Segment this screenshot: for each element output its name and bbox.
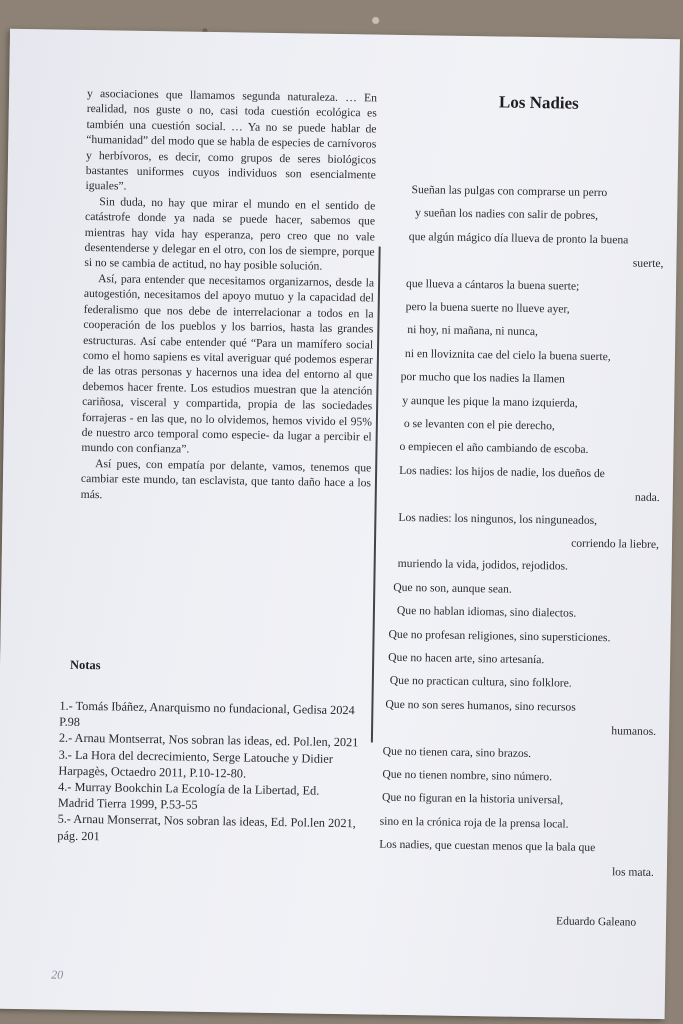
poem-line: nada. (634, 490, 660, 505)
poem-line: Que no tienen nombre, sino número. (382, 767, 553, 784)
poem-line: pero la buena suerte no llueve ayer, (405, 299, 570, 316)
left-column-text (81, 86, 377, 506)
poem-line: Que no tienen cara, sino brazos. (382, 744, 532, 760)
poem-line: Que no practican cultura, sino folklore. (389, 674, 572, 691)
poem-line: que algún mágico día llueva de pronto la buena (408, 229, 629, 247)
poem-body (379, 183, 665, 879)
poem-line: ni hoy, ni mañana, ni nunca, (407, 323, 539, 339)
poem-line: humanos. (611, 724, 657, 739)
poem-line: los mata. (611, 864, 654, 879)
poem-title: Los Nadies (498, 92, 579, 113)
poem-author: Eduardo Galeano (555, 915, 637, 929)
poem-line: Los nadies: los ningunos, los ninguneados, (398, 510, 598, 527)
poem-line: Los nadies: los hijos de nadie, los dueños de (399, 463, 605, 480)
poem-line: y aunque les pique la mano izquierda, (402, 393, 578, 410)
page-sheet (0, 29, 680, 1019)
note-item: 3.- La Hora del decrecimiento, Serge Latouche y Didier Harpagès, Octaedro 2011, P.10-12-80. (58, 747, 334, 781)
notes-list (57, 698, 359, 849)
note-item: 4.- Murray Bookchin La Ecología de la Libertad, Ed. Madrid Tierra 1999, P.53-55 (57, 779, 320, 812)
poem-line: que llueva a cántaros la buena suerte; (405, 276, 580, 293)
poem-line: Que no son, aunque sean. (393, 580, 512, 596)
poem-line: Los nadies, que cuestan menos que la bala que (379, 837, 596, 855)
poem-line: Que no hacen arte, sino artesanía. (388, 650, 545, 667)
poem-line: muriendo la vida, jodidos, rejodidos. (397, 557, 569, 573)
notes-heading: Notas (69, 657, 101, 673)
poem-line: o empiecen el año cambiando de escoba. (399, 440, 589, 457)
magazine-page (0, 29, 680, 1019)
page-number: 20 (51, 967, 64, 982)
poem-line: corriendo la liebre, (571, 536, 660, 551)
poem-line: sino en la crónica roja de la prensa local. (379, 814, 569, 831)
note-item: 1.- Tomás Ibáñez, Anarquismo no fundacional, Gedisa 2024 P.98 (59, 698, 355, 730)
poem-line: Que no son seres humanos, sino recursos (385, 697, 576, 714)
paragraph-1: y asociaciones que llamamos segunda naturaleza. … En realidad, nos guste o no, casi toda cuestión ecológica es también una cuestión social. … Ya no se puede hablar de “humanidad” del modo que se habla de especies de carnívoros y herbívoros, es decir, como grupos de seres biológicos bastantes uniformes cuyos individuos son esencialmente iguales”. (85, 86, 378, 194)
note-item: 5.- Arnau Monserrat, Nos sobran las ideas, Ed. Pol.len 2021, pág. 201 (57, 812, 356, 843)
poem-line: o se levanten con el pie derecho, (403, 416, 555, 433)
poem-line: Que no profesan religiones, sino supersticiones. (388, 627, 611, 644)
poem-line: ni en lloviznita cae del cielo la buena suerte, (404, 346, 611, 364)
paragraph-2: Sin duda, no hay que mirar el mundo en el sentido de catástrofe donde ya nada se puede hacer, sabemos que mientras hay vida hay esperanza, pero creo que no vale desentenderse y delegar en el otro, con los de siempre, porque si no se cambia de actitud, no hay posible solución. (84, 195, 376, 274)
poem-line: Que no figuran en la historia universal, (381, 791, 564, 807)
poem-line: Que no hablan idiomas, sino dialectos. (396, 604, 577, 620)
note-item: 2.- Arnau Montserrat, Nos sobran las ideas, ed. Pol.len, 2021 (58, 731, 359, 750)
poem-line: por mucho que los nadies la llamen (400, 370, 565, 386)
poem-line: suerte, (632, 256, 664, 271)
poem-line: Sueñan las pulgas con comprarse un perro (411, 183, 608, 200)
poem-line: y sueñan los nadies con salir de pobres, (415, 206, 599, 223)
paragraph-3: Así, para entender que necesitamos organizarnos, desde la autogestión, necesitamos del apoyo mutuo y la capacidad del federalismo que nos debe de interrelacionar a todos en la cooperación de los pueblos y los barrios, hasta las grandes estructuras. Así cabe entender qué “Para un mamífero social como el homo sapiens es vital averiguar qué podemos esperar de las otras personas y hacernos una idea del entorno al que debemos hacer frente. Los estudios muestran que la atención cariñosa, visceral y compartida, propia de las sociedades forrajeras - en las que, no lo olvidemos, hemos vivido el 95% de nuestro arco temporal como especie- da lugar a percibir el mundo con confianza”. (81, 272, 375, 456)
paragraph-4: Así pues, con empatía por delante, vamos, tenemos que cambiar este mundo, tan esclavista, que tanto daño hace a los más. (80, 456, 372, 501)
